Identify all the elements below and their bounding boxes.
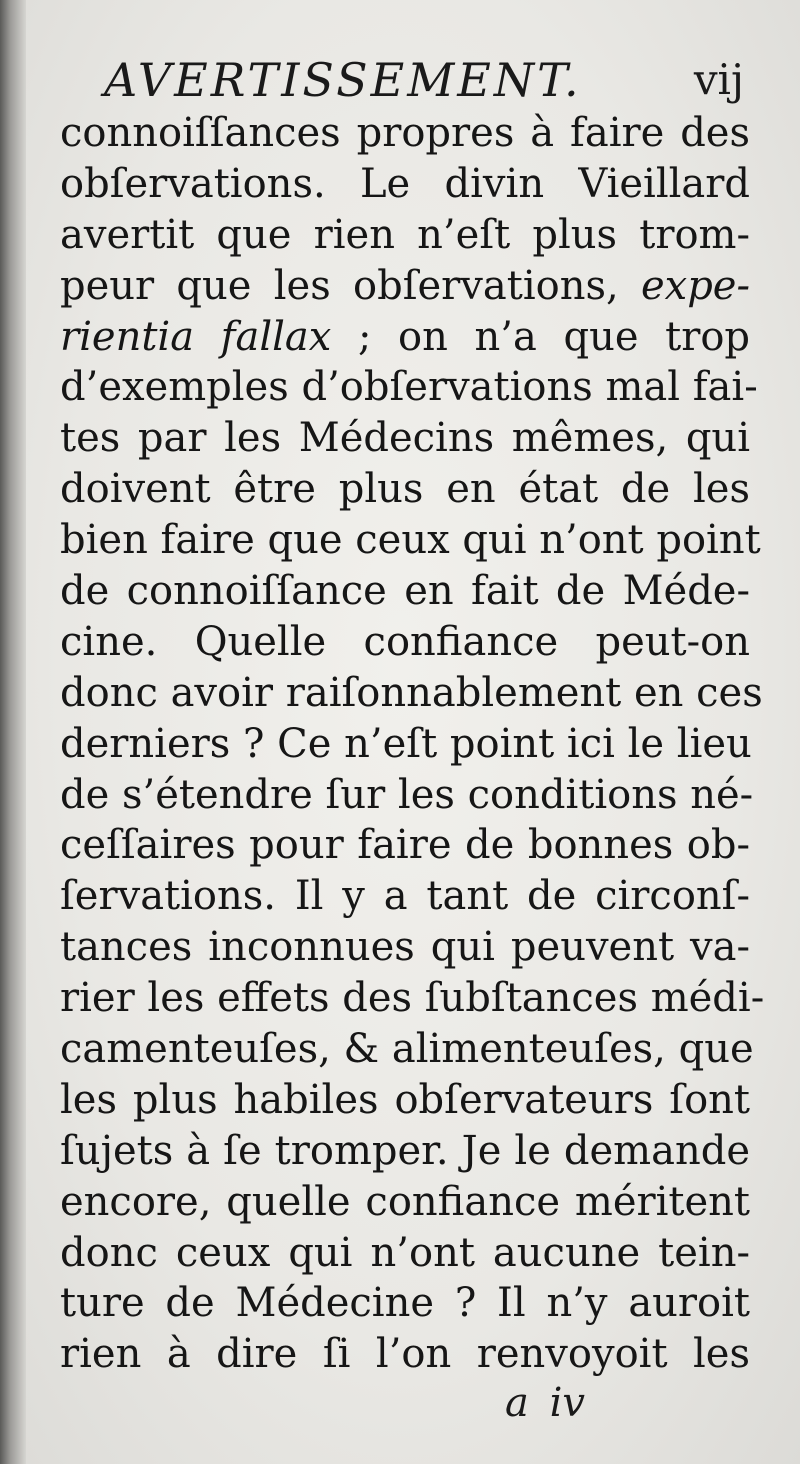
page-number: vij	[693, 55, 744, 104]
text-line: ceſſaires pour faire de bonnes ob-	[60, 822, 750, 869]
text-line: derniers ? Ce n’eſt point ici le lieu	[60, 720, 752, 767]
text-line: bien faire que ceux qui n’ont point	[60, 517, 761, 564]
text-line: tes par les Médecins mêmes, qui	[60, 415, 750, 462]
text-line: de connoiſſance en fait de Méde-	[60, 568, 750, 615]
text-line: d’exemples d’obſervations mal fai-	[60, 364, 758, 411]
running-head-title: AVERTISSEMENT.	[104, 53, 582, 107]
text-line: cine. Quelle confiance peut-on	[60, 618, 750, 665]
text-line: rier les effets des ſubſtances médi-	[60, 975, 765, 1022]
text-line: peur que les obſervations, expe-	[60, 262, 750, 309]
text-line: tances inconnues qui peuvent va-	[60, 924, 750, 971]
text-line: avertit que rien n’eſt plus trom-	[60, 211, 750, 258]
text-line: de s’étendre ſur les conditions né-	[60, 771, 754, 818]
text-line: les plus habiles obſervateurs ſont	[60, 1076, 750, 1123]
page-gutter-shadow	[0, 0, 26, 1464]
text-line: ſujets à ſe tromper. Je le demande	[60, 1127, 750, 1174]
text-line: rien à dire ſi l’on renvoyoit les	[60, 1331, 750, 1378]
text-line: camenteuſes, & alimenteuſes, que	[60, 1026, 754, 1073]
body-text	[60, 108, 765, 1380]
text-line: donc avoir raiſonnablement en ces	[60, 669, 763, 716]
signature-mark: a iv	[505, 1380, 585, 1426]
text-line: obſervations. Le divin Vieillard	[60, 160, 750, 207]
text-line: rientia fallax ; on n’a que trop	[60, 313, 750, 360]
text-line: encore, quelle confiance méritent	[60, 1178, 750, 1225]
italic-latin-phrase: expe-	[640, 262, 750, 309]
text-line: connoiſſances propres à faire des	[60, 110, 750, 156]
text-line: ture de Médecine ? Il n’y auroit	[60, 1280, 750, 1327]
text-line: donc ceux qui n’ont aucune tein-	[60, 1229, 750, 1276]
text-line: doivent être plus en état de les	[60, 466, 750, 513]
italic-latin-phrase: rientia fallax	[60, 313, 332, 360]
running-head	[104, 52, 744, 108]
text-line: ſervations. Il y a tant de circonſ-	[60, 873, 750, 920]
